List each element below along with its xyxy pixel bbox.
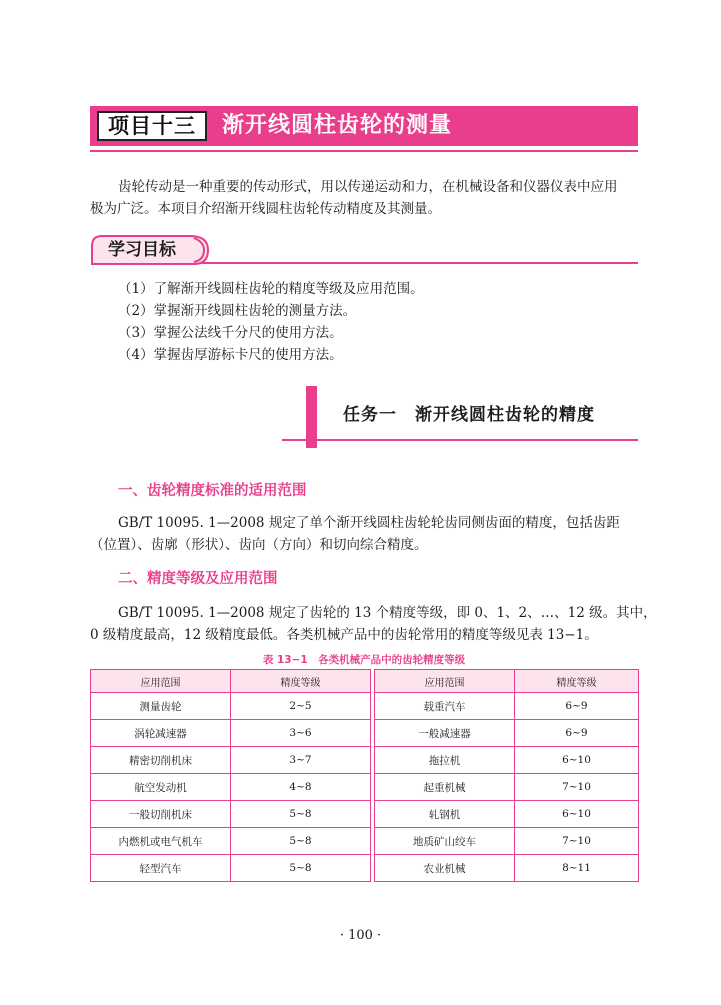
table-row xyxy=(91,828,639,855)
table-cell: 内燃机或电气机车 xyxy=(91,828,231,855)
intro-line-2: 极为广泛。本项目介绍渐开线圆柱齿轮传动精度及其测量。 xyxy=(90,201,441,217)
objective-item: （3）掌握公法线千分尺的使用方法。 xyxy=(118,325,343,341)
table-cell: 8~11 xyxy=(515,855,639,882)
section-2-heading: 二、精度等级及应用范围 xyxy=(118,571,278,587)
objective-item: （2）掌握渐开线圆柱齿轮的测量方法。 xyxy=(118,303,357,319)
table-cell: 轧钢机 xyxy=(375,801,515,828)
task-title: 任务一 渐开线圆柱齿轮的精度 xyxy=(343,405,595,425)
section-2-line-2: 0 级精度最高，12 级精度最低。各类机械产品中的齿轮常用的精度等级见表 13−1。 xyxy=(90,627,598,643)
table-cell: 载重汽车 xyxy=(375,693,515,720)
section-1-line-1: GB/T 10095. 1—2008 规定了单个渐开线圆柱齿轮轮齿同侧齿面的精度，包括齿距 xyxy=(118,515,620,531)
table-cell: 农业机械 xyxy=(375,855,515,882)
table-cell: 航空发动机 xyxy=(91,774,231,801)
table-cell: 地质矿山绞车 xyxy=(375,828,515,855)
table-cell: 3~7 xyxy=(231,747,371,774)
table-cell: 涡轮减速器 xyxy=(91,720,231,747)
objective-item: （1）了解渐开线圆柱齿轮的精度等级及应用范围。 xyxy=(118,281,424,297)
table-row xyxy=(91,774,639,801)
objective-item: （4）掌握齿厚游标卡尺的使用方法。 xyxy=(118,347,343,363)
section-1-heading: 一、齿轮精度标准的适用范围 xyxy=(118,483,307,499)
table-cell: 5~8 xyxy=(231,828,371,855)
table-cell: 7~10 xyxy=(515,828,639,855)
table-cell: 5~8 xyxy=(231,801,371,828)
task-underline xyxy=(282,439,638,441)
table-cell: 一般减速器 xyxy=(375,720,515,747)
column-header: 精度等级 xyxy=(515,670,639,693)
section-2-line-1: GB/T 10095. 1—2008 规定了齿轮的 13 个精度等级，即 0、1、2、…、12 级。其中， xyxy=(118,605,657,621)
precision-table xyxy=(90,669,638,881)
table-row xyxy=(91,720,639,747)
project-number-label: 项目十三 xyxy=(97,111,207,141)
column-header: 应用范围 xyxy=(375,670,515,693)
table-cell: 精密切削机床 xyxy=(91,747,231,774)
table-row xyxy=(91,855,639,882)
table-cell: 6~9 xyxy=(515,693,639,720)
table-row xyxy=(91,693,639,720)
table-header-row xyxy=(91,670,639,693)
table-caption: 表 13−1 各类机械产品中的齿轮精度等级 xyxy=(262,654,466,666)
project-title: 渐开线圆柱齿轮的测量 xyxy=(222,113,453,138)
table-cell: 一般切削机床 xyxy=(91,801,231,828)
table-row xyxy=(91,801,639,828)
table-cell: 3~6 xyxy=(231,720,371,747)
table-cell: 5~8 xyxy=(231,855,371,882)
column-header: 应用范围 xyxy=(91,670,231,693)
table-cell: 2~5 xyxy=(231,693,371,720)
table-cell: 6~9 xyxy=(515,720,639,747)
section-1-line-2: （位置）、齿廓（形状）、齿向（方向）和切向综合精度。 xyxy=(90,537,428,553)
objectives-heading: 学习目标 xyxy=(108,240,176,260)
table-cell: 起重机械 xyxy=(375,774,515,801)
project-underline xyxy=(90,150,638,152)
table-cell: 测量齿轮 xyxy=(91,693,231,720)
table-cell: 6~10 xyxy=(515,801,639,828)
table-cell: 7~10 xyxy=(515,774,639,801)
intro-line-1: 齿轮传动是一种重要的传动形式，用以传递运动和力，在机械设备和仪器仪表中应用 xyxy=(118,179,618,195)
table-cell: 6~10 xyxy=(515,747,639,774)
table-cell: 拖拉机 xyxy=(375,747,515,774)
table-row xyxy=(91,747,639,774)
page-number: · 100 · xyxy=(339,928,382,943)
table-cell: 4~8 xyxy=(231,774,371,801)
table-cell: 轻型汽车 xyxy=(91,855,231,882)
column-header: 精度等级 xyxy=(231,670,371,693)
objectives-underline xyxy=(200,262,638,264)
